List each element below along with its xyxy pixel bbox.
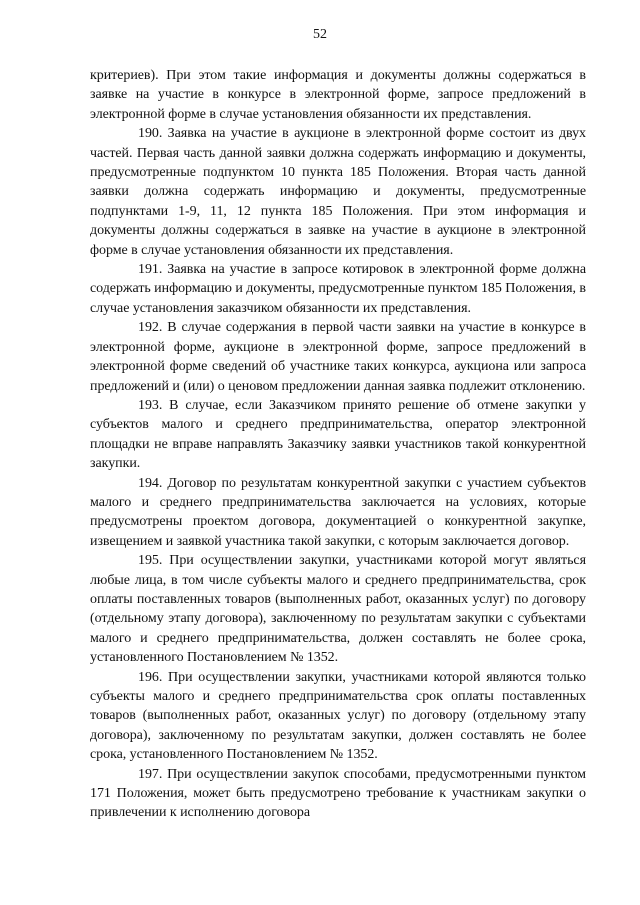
paragraph-195: 195. При осуществлении закупки, участниками которой могут являться любые лица, в том числе субъекты малого и среднего предпринимательства, срок оплаты поставленных товаров (выполненных работ, оказанных услуг) по договору (отдельному этапу договора), заключенному по результатам закупки с субъектами малого и среднего предпринимательства, должен составлять не более срока, установленного Постановлением № 1352. — [90, 553, 586, 666]
paragraph-191: 191. Заявка на участие в запросе котировок в электронной форме должна содержать информацию и документы, предусмотренные пунктом 185 Положения, в случае установления заказчиком обязанности их представления. — [90, 262, 586, 316]
paragraph-190: 190. Заявка на участие в аукционе в электронной форме состоит из двух частей. Первая часть данной заявки должна содержать информацию и документы, предусмотренные подпунктом 10 пункта 185 Положения. Вторая часть данной заявки должна содержать информацию и документы, предусмотренные подпунктами 1-9, 11, 12 пункта 185 Положения. При этом информация и документы должны содержаться в заявке на участие в аукционе в электронной форме в случае установления обязанности их представления. — [90, 126, 586, 258]
document-body — [90, 66, 586, 823]
paragraph-194: 194. Договор по результатам конкурентной закупки с участием субъектов малого и среднего предпринимательства заключается на условиях, которые предусмотрены проектом договора, документацией о конкурентной закупке, извещением и заявкой участника такой закупки, с которым заключается договор. — [90, 475, 586, 549]
paragraph-193: 193. В случае, если Заказчиком принято решение об отмене закупки у субъектов малого и среднего предпринимательства, оператор электронной площадки не вправе направлять Заказчику заявки участников такой конкурентной закупки. — [90, 397, 586, 472]
paragraph-197: 197. При осуществлении закупок способами, предусмотренными пунктом 171 Положения, может быть предусмотрено требование к участникам закупки о привлечении к исполнению договора — [90, 766, 586, 821]
page-number: 52 — [313, 27, 327, 42]
paragraph-192: 192. В случае содержания в первой части заявки на участие в конкурсе в электронной форме, аукционе в электронной форме, запросе предложений в электронной форме сведений об участнике таких конкурса, аукциона или запроса предложений и (или) о ценовом предложении данная заявка подлежит отклонению. — [90, 320, 586, 394]
paragraph-196: 196. При осуществлении закупки, участниками которой являются только субъекты малого и среднего предпринимательства срок оплаты поставленных товаров (выполненных работ, оказанных услуг) по договору (отдельному этапу договора), заключенному по результатам закупки, должен составлять не более срока, установленного Постановлением № 1352. — [90, 669, 586, 763]
paragraph-continuation: критериев). При этом такие информация и документы должны содержаться в заявке на участие в конкурсе в электронной форме, запросе предложений в электронной форме в случае установления обязанности их представления. — [90, 68, 586, 122]
